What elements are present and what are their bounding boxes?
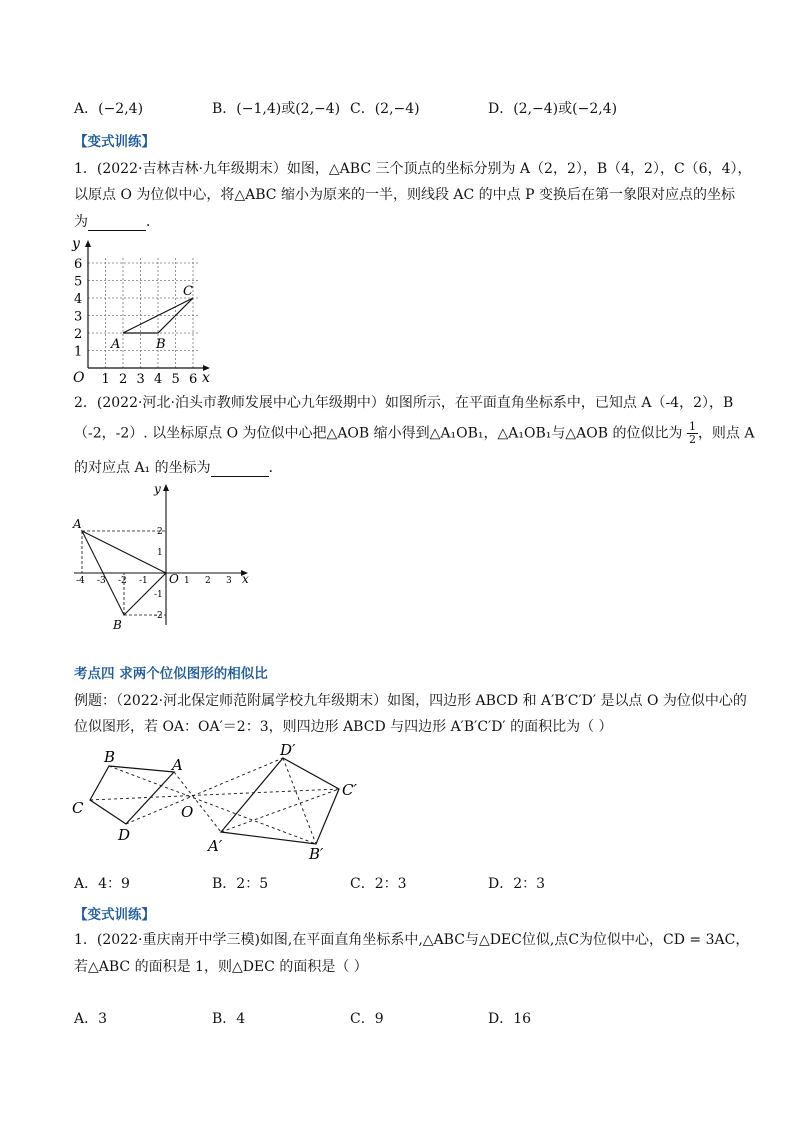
- y-tick-label: 6: [74, 257, 83, 272]
- graph-1: [60, 232, 220, 390]
- q2-line-2a: （-2，-2）. 以坐标原点 O 为位似中心把△AOB 缩小得到△A₁OB₁，△A₁OB₁与△AOB 的位似比为: [74, 425, 683, 442]
- x-tick-label: 1: [184, 576, 190, 586]
- fraction-numerator: 1: [688, 420, 696, 433]
- graph-1-axes: [88, 242, 208, 368]
- q1-line-3: [74, 211, 160, 231]
- q2-line-2: [74, 421, 755, 446]
- x-tick-label: 2: [119, 372, 128, 387]
- label-d-prime: D′: [280, 741, 296, 759]
- option-d[interactable]: D．(2,−4)或(−2,4): [488, 101, 618, 117]
- p2-q1-line-1: 1．(2022·重庆南开中学三模)如图,在平面直角坐标系中,△ABC与△DEC位似,点C为位似中心，CD = 3AC，: [74, 932, 750, 948]
- label-o: O: [181, 803, 194, 821]
- answer-blank-2[interactable]: [211, 462, 269, 477]
- q2-line-3: [74, 457, 283, 477]
- label-c-prime: C′: [342, 781, 357, 799]
- dash-c-c2: [90, 789, 339, 800]
- p2-option-a[interactable]: A．3: [74, 1011, 108, 1027]
- x-tick-label: -2: [118, 576, 127, 586]
- example-line-1: 例题：（2022·河北保定师范附属学校九年级期末）如图，四边形 ABCD 和 A′B′C′D′ 是以点 O 为位似中心的: [74, 693, 747, 709]
- q1-line-2: 以原点 O 为位似中心，将△ABC 缩小为原来的一半，则线段 AC 的中点 P 变换后在第一象限对应点的坐标: [74, 187, 736, 203]
- y-tick-label: 3: [74, 309, 83, 325]
- label-b: B: [156, 337, 166, 352]
- y-tick-label: 2: [157, 527, 163, 537]
- section-4-heading: 考点四 求两个位似图形的相似比: [74, 666, 268, 682]
- graph-2: [66, 480, 266, 630]
- dash-d-d2: [126, 758, 283, 824]
- example-line-2: 位似图形，若 OA：OA′＝2：3，则四边形 ABCD 与四边形 A′B′C′D′ 的面积比为（ ）: [74, 719, 613, 735]
- label-c: C: [183, 284, 193, 299]
- x-tick-label: 2: [205, 576, 211, 586]
- dash-d2-b2: [283, 758, 316, 844]
- quad-a2b2c2d2: [221, 758, 339, 844]
- practice-heading-1: 【变式训练】: [74, 134, 155, 150]
- p2-option-b[interactable]: B．4: [212, 1011, 246, 1027]
- practice-heading-2: 【变式训练】: [74, 907, 155, 923]
- graph-2-y-label: y: [154, 482, 161, 496]
- label-b-prime: B′: [309, 845, 324, 860]
- y-tick-label: 4: [74, 292, 83, 307]
- graph-1-grid: [88, 256, 198, 368]
- dash-a-a2: [174, 772, 221, 832]
- q1-line-3-text: 为: [74, 214, 88, 230]
- x-tick-label: 3: [226, 576, 232, 586]
- label-a-prime: A′: [208, 837, 223, 855]
- p2-q1-line-2: 若△ABC 的面积是 1，则△DEC 的面积是（ ）: [74, 959, 368, 975]
- period: ．: [268, 460, 283, 476]
- x-tick-label: -4: [76, 576, 85, 586]
- label-a: A: [73, 517, 82, 531]
- ratio-fraction: [687, 421, 698, 446]
- p2-option-d[interactable]: D．16: [488, 1011, 532, 1027]
- option-c[interactable]: C．(2,−4): [350, 101, 420, 117]
- graph-1-y-arrow: [85, 240, 91, 247]
- x-tick-label: 3: [136, 372, 145, 387]
- example-option-b[interactable]: B．2：5: [212, 876, 269, 892]
- graph-2-x-label: x: [242, 572, 249, 586]
- example-option-a[interactable]: A．4：9: [74, 876, 130, 892]
- fraction-denominator: 2: [688, 433, 696, 446]
- x-tick-label: 6: [189, 372, 198, 387]
- graph-3: [66, 740, 376, 860]
- q2-line-1: 2．(2022·河北·泊头市教师发展中心九年级期中）如图所示，在平面直角坐标系中，已知点 A（-4，2），B: [74, 395, 734, 411]
- label-b: B: [104, 748, 116, 766]
- y-tick-label: -2: [154, 611, 163, 621]
- y-tick-label: 1: [74, 344, 83, 360]
- label-a: A: [111, 337, 121, 352]
- x-tick-label: -3: [97, 576, 106, 586]
- y-tick-label: -1: [154, 590, 163, 600]
- y-tick-label: 1: [157, 548, 163, 558]
- dash-b-b2: [109, 766, 316, 844]
- label-d: D: [118, 826, 131, 844]
- x-tick-label: 4: [154, 372, 163, 387]
- label-b: B: [113, 618, 122, 630]
- option-b[interactable]: B．(−1,4)或(2,−4): [212, 101, 341, 117]
- answer-blank-1[interactable]: [88, 216, 146, 231]
- q2-line-3-text: 的对应点 A₁ 的坐标为: [74, 460, 211, 476]
- graph-1-x-label: x: [202, 370, 210, 386]
- label-c: C: [72, 799, 84, 817]
- graph-1-origin: O: [73, 370, 85, 386]
- example-option-c[interactable]: C．2：3: [350, 876, 407, 892]
- graph-1-y-label: y: [72, 236, 80, 252]
- graph-2-origin: O: [169, 572, 179, 586]
- label-a: A: [172, 756, 183, 774]
- x-tick-label: 1: [101, 372, 110, 387]
- option-a[interactable]: A．(−2,4): [74, 101, 144, 117]
- y-tick-label: 2: [74, 327, 83, 342]
- y-tick-label: 5: [74, 274, 83, 290]
- x-tick-label: -1: [139, 576, 148, 586]
- x-tick-label: 5: [171, 372, 180, 387]
- period: ．: [146, 214, 160, 230]
- q1-line-1: 1．(2022·吉林吉林·九年级期末）如图，△ABC 三个顶点的坐标分别为 A（2，2），B（4，2），C（6，4），: [74, 161, 752, 177]
- example-option-d[interactable]: D．2：3: [488, 876, 546, 892]
- graph-2-y-arrow: [163, 484, 169, 491]
- p2-option-c[interactable]: C．9: [350, 1011, 384, 1027]
- q2-line-2b: ，则点 A: [697, 425, 755, 442]
